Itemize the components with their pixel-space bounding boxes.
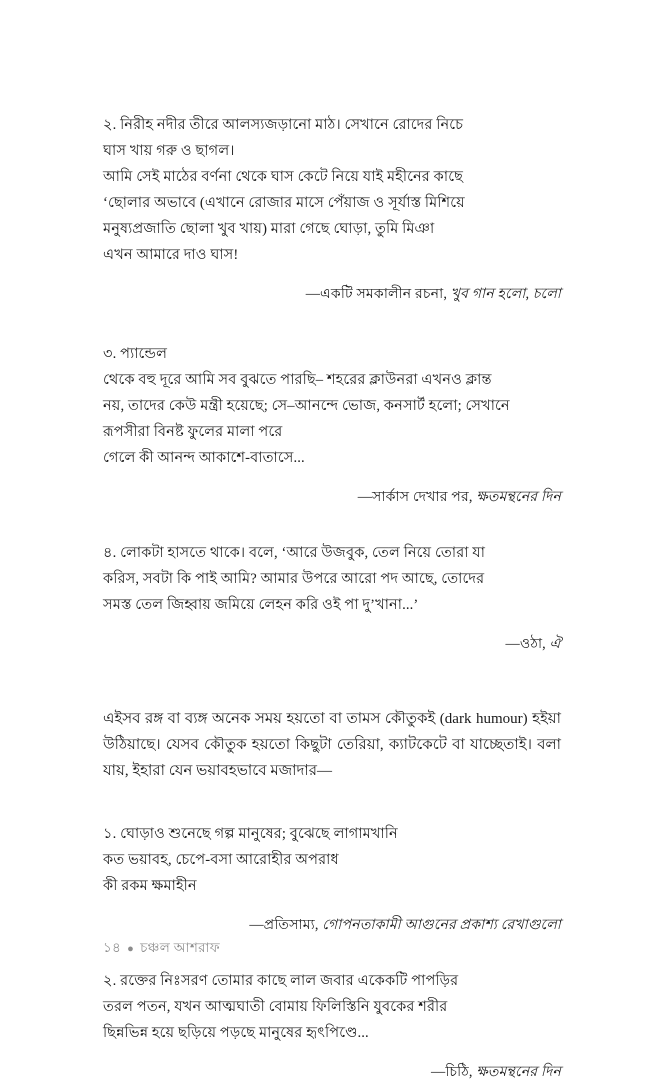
verse-block-item-2-field — [103, 112, 561, 307]
spacer — [103, 268, 561, 281]
verse-line: সমস্ত তেল জিহ্বায় জমিয়ে লেহন করি ওই পা দু’খানা...’ — [103, 597, 419, 613]
verse-line: এখন আমারে দাও ঘাস! — [103, 247, 239, 263]
verse-line: ঘাস খায় গরু ও ছাগল। — [103, 143, 235, 159]
attribution-title: ক্ষতমন্থনের দিন — [476, 489, 561, 505]
prose-paragraph — [103, 706, 561, 784]
footer-bullet-icon: ● — [127, 942, 135, 955]
verse-line: ২. রক্তের নিঃসরণ তোমার কাছে লাল জবার একেকটি পাপড়ির — [103, 973, 459, 989]
prose-latin-term: dark humour — [444, 711, 523, 727]
footer-page-number: ১৪ — [103, 940, 122, 955]
spacer — [103, 618, 561, 631]
verse-line: কত ভয়াবহ, চেপে-বসা আরোহীর অপরাধ — [103, 852, 339, 868]
attribution-dash: — — [249, 917, 264, 933]
verse-line: নয়, তাদের কেউ মন্ত্রী হয়েছে; সে–আনন্দে ভোজ, কনসার্ট হলো; সেখানে — [103, 398, 510, 414]
attribution-dash: — — [431, 1064, 446, 1080]
verse-line: ছিন্নভিন্ন হয়ে ছড়িয়ে পড়ছে মানুষের হৃৎপিণ্ডে... — [103, 1025, 369, 1041]
attribution-source: সার্কাস দেখার পর, — [372, 489, 477, 505]
attribution-title: ঐ — [549, 636, 561, 652]
verse-line: রূপসীরা বিনষ্ট ফুলের মালা পরে — [103, 424, 283, 440]
verse-line: ২. নিরীহ নদীর তীরে আলস্যজড়ানো মাঠ। সেখানে রোদের নিচে — [103, 117, 464, 133]
verse-block-item-2-rokter — [103, 968, 561, 1085]
verse-line: ৪. লোকটা হাসতে থাকে। বলে, ‘আরে উজবুক, তেল নিয়ে তোরা যা — [103, 545, 486, 561]
verse-line: করিস, সবটা কি পাই আমি? আমার উপরে আরো পদ আছে, তোদের — [103, 571, 485, 587]
verse-block-item-3-pandel — [103, 341, 561, 510]
attribution-line — [103, 281, 561, 307]
attribution-source: একটি সমকালীন রচনা, — [319, 286, 451, 302]
spacer — [103, 307, 561, 341]
attribution-title: গোপনতাকামী আগুনের প্রকাশ্য রেখাগুলো — [322, 917, 561, 933]
verse-line: আমি সেই মাঠের বর্ণনা থেকে ঘাস কেটে নিয়ে যাই মহীনের কাছে — [103, 169, 464, 185]
attribution-title: খুব গান হলো, চলো — [450, 286, 561, 302]
attribution-source: চিঠি, — [445, 1064, 477, 1080]
attribution-dash: — — [305, 286, 320, 302]
verse-line: থেকে বহু দূরে আমি সব বুঝতে পারছি– শহরের ক্লাউনরা এখনও ক্লান্ত — [103, 372, 492, 388]
attribution-title: ক্ষতমন্থনের দিন — [476, 1064, 561, 1080]
spacer — [103, 471, 561, 484]
verse-block-item-1-ghora — [103, 821, 561, 938]
attribution-source: ওঠা, — [519, 636, 550, 652]
verse-line: গেলে কী আনন্দ আকাশে-বাতাসে... — [103, 450, 305, 466]
attribution-line — [103, 912, 561, 938]
verse-line: ৩. প্যান্ডেল — [103, 346, 168, 362]
verse-line: ‘ছোলার অভাবে (এখানে রোজার মাসে পেঁয়াজ ও সূর্যাস্ত মিশিয়ে — [103, 195, 465, 211]
verse-line: মনুষ্যপ্রজাতি ছোলা খুব খায়) মারা গেছে ঘোড়া, তুমি মিঞা — [103, 221, 435, 237]
prose-text-after: ) হইয়া উঠিয়াছে। যেসব কৌতুক হয়তো কিছুটা তেরিয়া, ক্যাটকেটে বা যাচ্ছেতাই। বলা যায়, ইহারা যেন ভয়াবহভাবে মজাদার— — [103, 711, 561, 779]
spacer — [103, 510, 561, 540]
spacer — [103, 799, 561, 821]
attribution-source: প্রতিসাম্য, — [263, 917, 323, 933]
spacer — [103, 899, 561, 912]
attribution-dash: — — [357, 489, 373, 505]
verse-line: ১. ঘোড়াও শুনেছে গল্প মানুষের; বুঝেছে লাগামখানি — [103, 826, 398, 842]
spacer — [103, 1046, 561, 1059]
attribution-line — [103, 1059, 561, 1085]
verse-line: তরল পতন, যখন আত্মঘাতী বোমায় ফিলিস্তিনি যুবকের শরীর — [103, 999, 448, 1015]
attribution-line — [103, 484, 561, 510]
spacer — [103, 657, 561, 691]
footer-author-name: চঞ্চল আশরাফ — [140, 940, 220, 955]
verse-block-item-4-lokta — [103, 540, 561, 657]
attribution-line — [103, 631, 561, 657]
verse-line: কী রকম ক্ষমাহীন — [103, 878, 197, 894]
prose-text-before: এইসব রঙ্গ বা ব্যঙ্গ অনেক সময় হয়তো বা তামস কৌতুকই ( — [103, 711, 445, 727]
page-footer — [103, 938, 561, 959]
attribution-dash: — — [505, 636, 520, 652]
